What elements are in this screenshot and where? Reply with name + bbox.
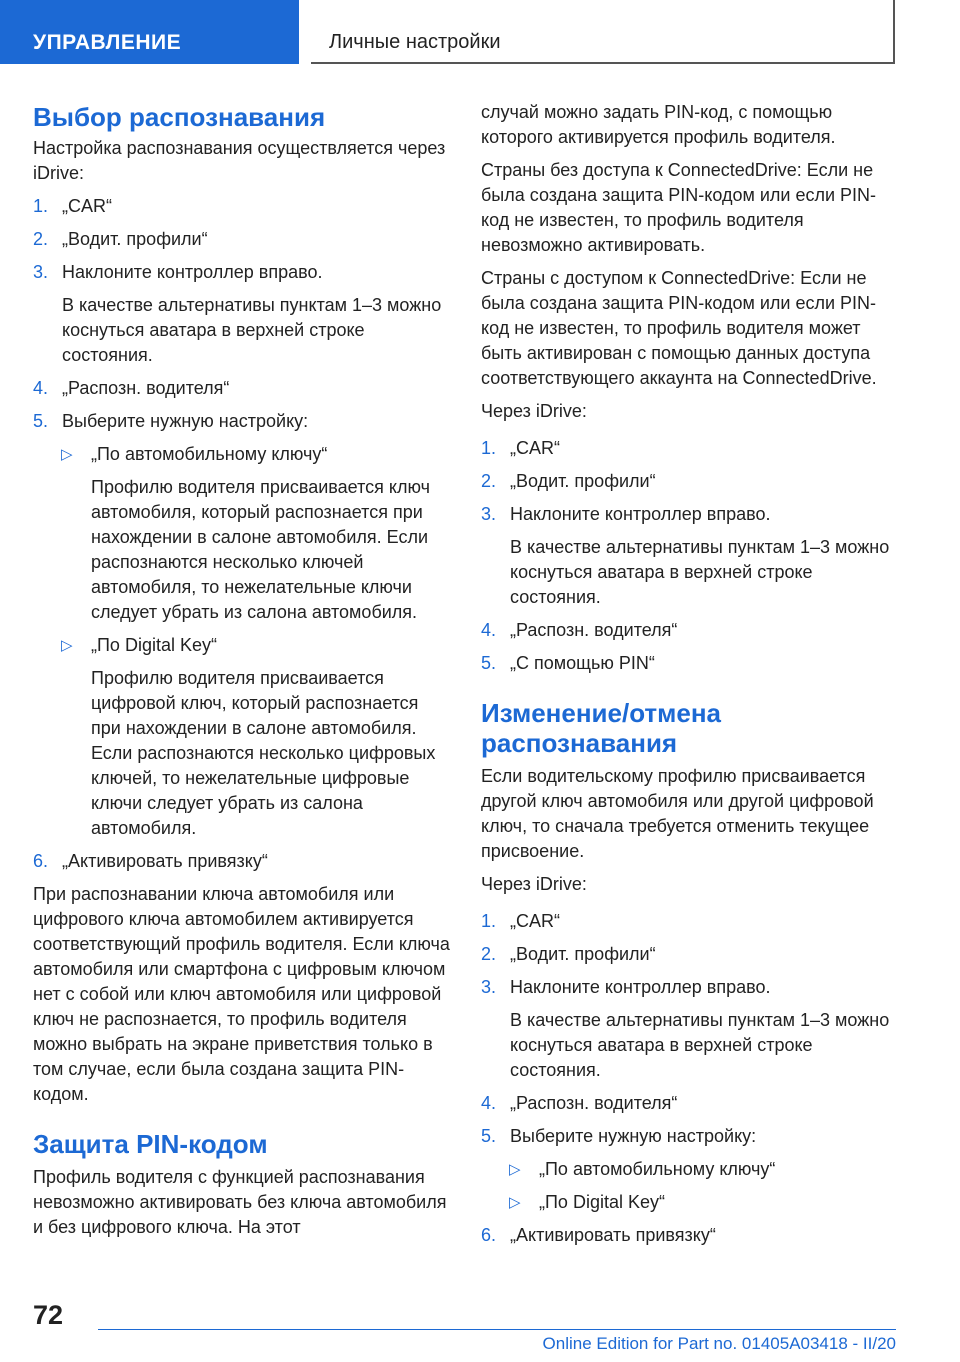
section-title: УПРАВЛЕНИЕ [33, 31, 182, 54]
list-item: 6. „Активировать привязку“ [481, 1225, 716, 1245]
triangle-bullet-icon: ▷ [61, 446, 73, 463]
paragraph-no-connected: Страны без доступа к ConnectedDrive: Если не была создана защита PIN-кодом или если PIN-код не известен, то профиль водителя невозможно активировать. [481, 160, 877, 255]
footer-divider [98, 1329, 896, 1330]
option-item: ▷ „По автомобильному ключу“ [33, 442, 451, 467]
triangle-bullet-icon: ▷ [61, 637, 73, 654]
paragraph-with-connected: Страны с доступом к ConnectedDrive: Если не была создана защита PIN-кодом или если PIN-код не известен, то профиль водителя может быть активирован с помощью данных доступа соответствующего аккаунта на ConnectedDrive. [481, 268, 877, 388]
list-item: 4. „Распозн. водителя“ [481, 1093, 678, 1113]
change-text: Если водительскому профилю присваивается другой ключ автомобиля или другой цифровой ключ, то сначала требуется отменить текущее присвоение. [481, 766, 874, 861]
list-item: 6. „Активировать привязку“ [33, 851, 268, 871]
option-text: Профилю водителя присваивается цифровой ключ, который распознается при нахождении в салоне автомобиля. Если распознаются несколько цифровых ключей, то нежелательные цифровые ключи следует убрать из салона автомобиля. [91, 668, 436, 838]
chapter-tab [311, 0, 895, 64]
section-tab [0, 0, 299, 64]
option-text: Профилю водителя присваивается ключ автомобиля, который распознается при нахождении в салоне автомобиля. Если распознаются несколько ключей автомобиля, то нежелательные ключи следует убрать из салона автомобиля. [91, 477, 430, 622]
heading-recognition-select: Выбор распознавания [33, 102, 326, 132]
list-item: 3. Наклоните контроллер вправо. [481, 977, 771, 997]
via-idrive-text: Через iDrive: [481, 874, 587, 894]
chapter-title: Личные настройки [329, 31, 501, 53]
list-item: 1. „CAR“ [481, 911, 560, 931]
list-item: 4. „Распозн. водителя“ [481, 620, 678, 640]
left-column [33, 102, 451, 1240]
list-item: 5. „С помощью PIN“ [481, 653, 655, 673]
step-note: В качестве альтернативы пунктам 1–3 можно коснуться аватара в верхней строке состояния. [510, 1010, 890, 1080]
pin-text: Профиль водителя с функцией распознавания невозможно активировать без ключа автомобиля и без цифрового ключа. На этот [33, 1167, 447, 1237]
option-item: ▷ „По автомобильному ключу“ [481, 1157, 901, 1182]
option-item: ▷ „По Digital Key“ [33, 633, 451, 658]
via-idrive-text: Через iDrive: [481, 401, 587, 421]
footer-edition: Online Edition for Part no. 01405A03418 - II/20 [542, 1334, 896, 1353]
list-item: 2. „Водит. профили“ [33, 229, 208, 249]
right-column [481, 100, 901, 1248]
list-item: 3. Наклоните контроллер вправо. [481, 504, 771, 524]
list-item: 2. „Водит. профили“ [481, 471, 656, 491]
page-number: 72 [33, 1300, 64, 1330]
list-item: 5. Выберите нужную настройку: [33, 411, 309, 431]
list-item: 5. Выберите нужную настройку: [481, 1126, 757, 1146]
list-item: 4. „Распозн. водителя“ [33, 378, 230, 398]
step-note: В качестве альтернативы пунктам 1–3 можно коснуться аватара в верхней строке состояния. [510, 537, 890, 607]
triangle-bullet-icon: ▷ [509, 1194, 521, 1211]
step-note: В качестве альтернативы пунктам 1–3 можно коснуться аватара в верхней строке состояния. [62, 295, 442, 365]
heading-pin-protection: Защита PIN-кодом [33, 1129, 268, 1159]
triangle-bullet-icon: ▷ [509, 1161, 521, 1178]
list-item: 2. „Водит. профили“ [481, 944, 656, 964]
intro-text: Настройка распознавания осуществляется через iDrive: [33, 138, 446, 183]
list-item: 3. Наклоните контроллер вправо. [33, 262, 323, 282]
list-item: 1. „CAR“ [481, 438, 560, 458]
list-item: 1. „CAR“ [33, 196, 112, 216]
heading-change-recognition: Изменение/отмена распознавания [481, 698, 722, 758]
continued-text: случай можно задать PIN-код, с помощью которого активируется профиль водителя. [481, 102, 836, 147]
option-item: ▷ „По Digital Key“ [481, 1190, 901, 1215]
body-paragraph: При распознавании ключа автомобиля или цифрового ключа автомобилем активируется соответствующий профиль водителя. Если ключа автомобиля или смартфона с цифровым ключом нет с собой или ключ автомобиля или цифровой ключ не распознается, то профиль водителя можно выбрать на экране приветствия только в том случае, если была создана защита PIN-кодом. [33, 884, 450, 1104]
